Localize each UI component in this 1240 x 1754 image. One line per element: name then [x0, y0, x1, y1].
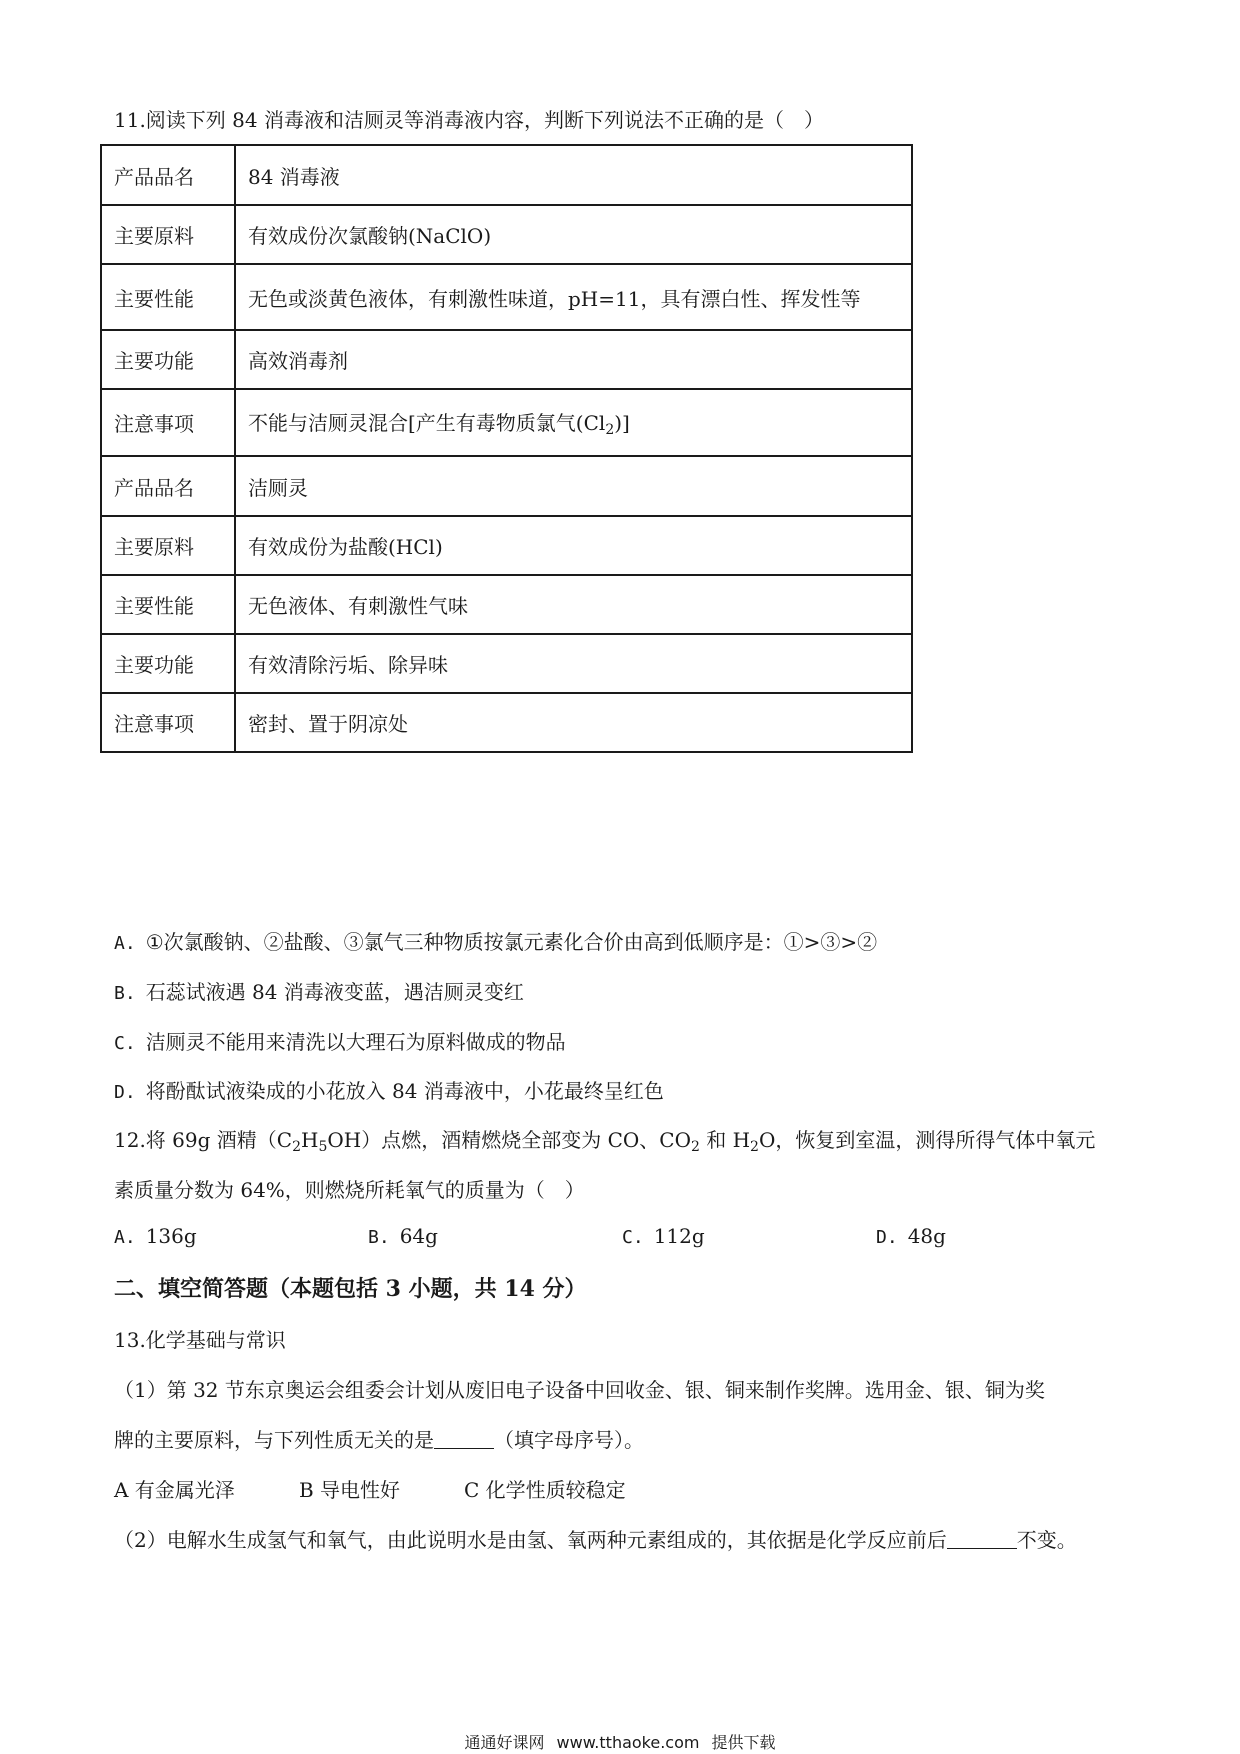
text: 牌的主要原料，与下列性质无关的是 [114, 1428, 434, 1452]
row-value: 有效清除污垢、除异味 [235, 634, 912, 693]
option-letter: C. [622, 1227, 644, 1248]
value-text: 不能与洁厕灵混合[产生有毒物质氯气(Cl [248, 411, 606, 435]
row-value: 高效消毒剂 [235, 330, 912, 389]
option-text: 112g [653, 1224, 705, 1248]
option-text: 64g [399, 1224, 438, 1248]
table-row [101, 389, 912, 456]
text: 12.将 69g 酒精（C [114, 1128, 293, 1152]
question-13-part-1-line-2 [114, 1426, 644, 1454]
footer-url[interactable]: www.tthaoke.com [556, 1733, 700, 1752]
table-row [101, 264, 912, 330]
row-label: 产品品名 [101, 145, 235, 205]
option-letter: D. [876, 1227, 898, 1248]
value-text: )] [614, 411, 630, 435]
choice-b [368, 1224, 438, 1248]
row-value: 洁厕灵 [235, 456, 912, 516]
option-letter: B. [368, 1227, 390, 1248]
option-c: C 化学性质较稳定 [464, 1478, 626, 1502]
row-label: 产品品名 [101, 456, 235, 516]
question-11-option-c [114, 1028, 566, 1058]
text: H [301, 1128, 319, 1152]
answer-blank[interactable] [434, 1428, 494, 1449]
row-label: 主要原料 [101, 516, 235, 575]
row-label: 注意事项 [101, 389, 235, 456]
row-label: 主要原料 [101, 205, 235, 264]
choice-a [114, 1224, 197, 1248]
subscript: 2 [690, 1139, 700, 1155]
table-row [101, 145, 912, 205]
question-13-part-1-line-1: （1）第 32 节东京奥运会组委会计划从废旧电子设备中回收金、银、铜来制作奖牌。选用金、银、铜为奖 [114, 1378, 1045, 1402]
row-label: 主要功能 [101, 330, 235, 389]
row-value: 密封、置于阴凉处 [235, 693, 912, 752]
table-row [101, 575, 912, 634]
subscript: 2 [292, 1139, 301, 1155]
question-13-part-1-options [114, 1476, 714, 1504]
table-row [101, 205, 912, 264]
subscript: 2 [605, 422, 615, 438]
question-12-choices [114, 1224, 1114, 1252]
row-label: 主要性能 [101, 264, 235, 330]
row-value: 有效成份次氯酸钠(NaClO) [235, 205, 912, 264]
page-footer [0, 1730, 1240, 1753]
option-letter: C. [114, 1033, 136, 1054]
answer-blank[interactable] [947, 1528, 1017, 1549]
table-row [101, 456, 912, 516]
footer-site-name: 通通好课网 [464, 1733, 545, 1752]
option-text: 将酚酞试液染成的小花放入 84 消毒液中，小花最终呈红色 [145, 1079, 664, 1103]
row-value: 无色或淡黄色液体，有刺激性味道，pH=11，具有漂白性、挥发性等 [235, 264, 912, 330]
table-row [101, 693, 912, 752]
question-12-line-1 [114, 1126, 1095, 1161]
section-2-heading: 二、填空简答题（本题包括 3 小题，共 14 分） [114, 1276, 587, 1302]
table-row [101, 634, 912, 693]
option-a: A 有金属光泽 [114, 1478, 235, 1502]
text: （2）电解水生成氢气和氧气，由此说明水是由氢、氧两种元素组成的，其依据是化学反应前后 [114, 1528, 947, 1552]
footer-tail: 提供下载 [711, 1733, 776, 1752]
row-label: 主要性能 [101, 575, 235, 634]
text: （填字母序号）。 [494, 1428, 644, 1452]
choice-d [876, 1224, 946, 1248]
table-row [101, 330, 912, 389]
row-label: 主要功能 [101, 634, 235, 693]
row-value: 84 消毒液 [235, 145, 912, 205]
option-text: 136g [145, 1224, 197, 1248]
question-13-part-2 [114, 1526, 1077, 1554]
product-info-table [100, 144, 913, 753]
question-13-title: 13.化学基础与常识 [114, 1328, 286, 1352]
row-value: 无色液体、有刺激性气味 [235, 575, 912, 634]
option-text: ①次氯酸钠、②盐酸、③氯气三种物质按氯元素化合价由高到低顺序是：①>③>② [145, 930, 878, 954]
row-label: 注意事项 [101, 693, 235, 752]
subscript: 5 [318, 1139, 328, 1155]
question-11-option-d [114, 1077, 664, 1107]
table-row [101, 516, 912, 575]
row-value [235, 389, 912, 456]
text: OH）点燃，酒精燃烧全部变为 CO、CO [327, 1128, 691, 1152]
subscript: 2 [750, 1139, 759, 1155]
choice-c [622, 1224, 705, 1248]
row-value: 有效成份为盐酸(HCl) [235, 516, 912, 575]
question-11-title: 11.阅读下列 84 消毒液和洁厕灵等消毒液内容，判断下列说法不正确的是（ ） [114, 108, 824, 132]
question-11-option-a [114, 928, 877, 958]
question-12-line-2: 素质量分数为 64%，则燃烧所耗氧气的质量为（ ） [114, 1178, 585, 1202]
option-text: 石蕊试液遇 84 消毒液变蓝，遇洁厕灵变红 [145, 980, 524, 1004]
question-11-option-b [114, 978, 524, 1008]
text: 不变。 [1016, 1528, 1077, 1552]
option-text: 洁厕灵不能用来清洗以大理石为原料做成的物品 [145, 1030, 566, 1054]
option-letter: A. [114, 933, 136, 954]
option-letter: A. [114, 1227, 136, 1248]
option-b: B 导电性好 [299, 1478, 401, 1502]
option-letter: D. [114, 1082, 136, 1103]
option-text: 48g [907, 1224, 946, 1248]
text: 和 H [699, 1128, 751, 1152]
text: O，恢复到室温，测得所得气体中氧元 [758, 1128, 1096, 1152]
option-letter: B. [114, 983, 136, 1004]
